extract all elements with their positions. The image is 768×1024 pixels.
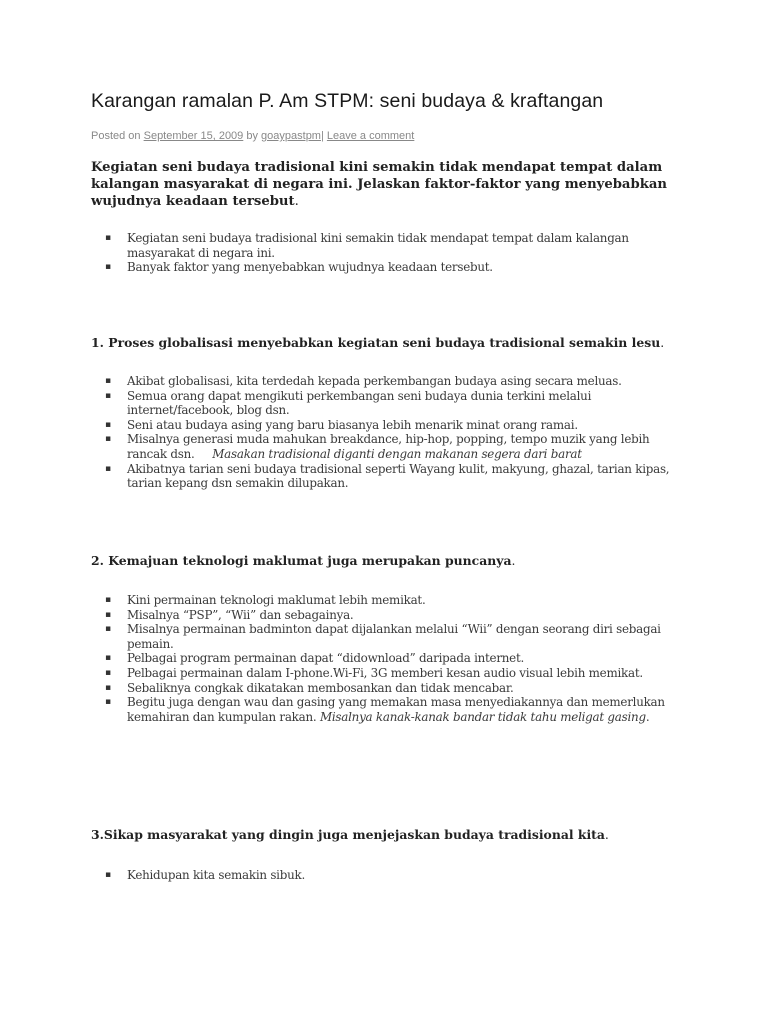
essay-question-text: Kegiatan seni budaya tradisional kini semakin tidak mendapat tempat dalam kalangan masyarakat di negara ini. Jelaskan faktor-faktor yang menyebabkan wujudnya keadaan tersebut: [91, 160, 667, 209]
essay-question: [91, 159, 691, 210]
list-item: [105, 622, 685, 651]
list-item: [105, 389, 685, 418]
bullet-icon: ▪: [105, 434, 111, 445]
bullet-icon: ▪: [105, 233, 111, 243]
list-item-text: Akibat globalisasi, kita terdedah kepada perkembangan budaya asing secara meluas.: [127, 374, 622, 388]
section-1-bullet-list: [105, 374, 685, 491]
list-item-text: Kegiatan seni budaya tradisional kini semakin tidak mendapat tempat dalam kalangan masyarakat di negara ini.: [127, 231, 629, 260]
bullet-icon: ▪: [105, 463, 111, 474]
section-heading-text: 3.Sikap masyarakat yang dingin juga menjejaskan budaya tradisional kita: [91, 827, 605, 842]
post-date-link[interactable]: September 15, 2009: [143, 130, 244, 142]
bullet-icon: ▪: [105, 697, 111, 708]
bullet-icon: ▪: [105, 624, 111, 635]
list-item: [105, 608, 685, 623]
section-heading-3: [91, 827, 609, 843]
list-item: [105, 666, 685, 681]
section-heading-1: [91, 335, 664, 351]
list-item: [105, 462, 685, 491]
bullet-icon: ▪: [105, 595, 111, 605]
posted-on-label: Posted on: [91, 130, 141, 142]
list-item-text: Seni atau budaya asing yang baru biasanya lebih menarik minat orang ramai.: [127, 417, 578, 432]
section-3-bullet-list: [105, 868, 685, 883]
italic-note: Misalnya kanak-kanak bandar tidak tahu meligat gasing: [319, 709, 646, 724]
list-item-text: Akibatnya tarian seni budaya tradisional seperti Wayang kulit, makyung, ghazal, tarian kipas, tarian kepang dsn semakin dilupakan.: [127, 461, 670, 491]
list-item-text: Pelbagai program permainan dapat “didownload” daripada internet.: [127, 651, 525, 666]
italic-note: Masakan tradisional diganti dengan makanan segera dari barat: [212, 446, 582, 461]
section-heading-end: .: [660, 335, 665, 350]
bullet-icon: ▪: [105, 653, 111, 664]
list-item: [105, 651, 685, 666]
list-item-text: Kini permainan teknologi maklumat lebih memikat.: [127, 593, 426, 607]
section-heading-end: .: [604, 827, 609, 842]
list-item-text: Misalnya generasi muda mahukan breakdance, hip-hop, popping, tempo muzik yang lebih rancak dsn.: [127, 432, 650, 461]
meta-separator: |: [320, 130, 324, 142]
list-item: [105, 374, 685, 389]
essay-question-end: .: [294, 194, 299, 209]
list-item-text: Banyak faktor yang menyebabkan wujudnya keadaan tersebut.: [127, 260, 493, 275]
intro-bullet-list: [105, 231, 685, 275]
bullet-icon: ▪: [105, 390, 111, 401]
list-item-text: Begitu juga dengan wau dan gasing yang memakan masa menyediakannya dan memerlukan kemahiran dan kumpulan rakan.: [127, 695, 665, 724]
list-item: [105, 418, 685, 433]
list-item-text: Pelbagai permainan dalam I-phone.Wi-Fi, 3G memberi kesan audio visual lebih memikat.: [127, 665, 643, 680]
list-item-text: Sebaliknya congkak dikatakan membosankan dan tidak mencabar.: [127, 680, 514, 695]
list-item: [105, 432, 685, 461]
section-heading-text: 2. Kemajuan teknologi maklumat juga merupakan puncanya: [91, 553, 512, 568]
author-link[interactable]: goaypastpm: [261, 130, 321, 142]
section-heading-text: 1. Proses globalisasi menyebabkan kegiatan seni budaya tradisional semakin lesu: [91, 335, 661, 350]
list-item-text: Kehidupan kita semakin sibuk.: [127, 868, 305, 882]
by-label: by: [246, 130, 258, 142]
list-item-text: Misalnya “PSP”, “Wii” dan sebagainya.: [127, 607, 354, 622]
list-item-text: Semua orang dapat mengikuti perkembangan seni budaya dunia terkini melalui internet/facebook, blog dsn.: [127, 388, 592, 418]
bullet-icon: ▪: [105, 870, 111, 880]
section-2-bullet-list: [105, 593, 685, 724]
list-item: ▪ Begitu juga dengan wau dan gasing yang memakan masa menyediakannya dan memerlukan kemahiran dan kumpulan rakan. Misalnya kanak-kanak bandar tidak tahu meligat gasing.: [105, 695, 665, 724]
post-title: Karangan ramalan P. Am STPM: seni budaya & kraftangan: [91, 90, 604, 112]
list-item: [105, 593, 685, 608]
list-item: [105, 681, 685, 696]
bullet-icon: ▪: [105, 609, 111, 620]
list-item: [105, 231, 685, 260]
bullet-icon: ▪: [105, 667, 111, 678]
list-item: [105, 868, 685, 883]
leave-comment-link[interactable]: Leave a comment: [326, 130, 415, 142]
bullet-icon: ▪: [105, 682, 111, 693]
list-item: [105, 260, 685, 275]
post-meta: [91, 130, 414, 142]
list-item-text: Misalnya permainan badminton dapat dijalankan melalui “Wii” dengan seorang diri sebagai pemain.: [127, 622, 661, 651]
bullet-icon: ▪: [105, 262, 111, 273]
section-heading-end: .: [511, 553, 516, 568]
bullet-icon: ▪: [105, 419, 111, 430]
bullet-icon: ▪: [105, 376, 111, 386]
section-heading-2: [91, 553, 515, 569]
